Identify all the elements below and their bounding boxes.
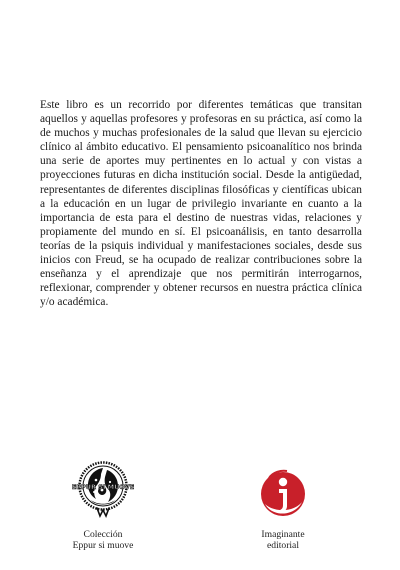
back-cover-text: Este libro es un recorrido por diferentes temáticas que transitan aquellos y aquellas profesores y profesoras en su práctica, así como la de muchos y muchas profesionales de la salud que llevan su ejercicio clínico al ámbito educativo. El pensamiento psicoanalítico nos brinda una serie de aportes muy pertinentes en lo actual y con vistas a proyecciones futuras en dicha institución social. Desde la antigüedad, representantes de diferentes disciplinas filosóficas y científicas ubican a la educación en un lugar de privilegio invariante en cuanto a la importancia de esta para el destino de nuestras vidas, relaciones y propiamente del mundo en sí. El psicoanálisis, en tanto desarrolla teorías de la psiquis individual y manifestaciones sociales, desde sus inicios con Freud, se ha ocupado de realizar contribuciones sobre la enseñanza y el aprendizaje que nos permitirán interrogarnos, reflexionar, comprender y obtener recursos en nuestra práctica clínica y/o académica. <box>40 99 362 309</box>
collection-caption-line2: Eppur si muove <box>72 540 134 551</box>
publisher-caption <box>243 529 323 551</box>
publisher-caption-line1: Imaginante <box>261 529 305 540</box>
collection-caption-line1: Colección <box>83 529 123 540</box>
eppur-si-muove-seal-icon <box>71 460 135 522</box>
publisher-caption-line2: editorial <box>267 540 299 551</box>
seal-emblem-text: EPPUR SI MUOVE <box>71 483 135 491</box>
collection-caption <box>63 529 143 551</box>
imaginante-i-logo-icon <box>259 466 307 520</box>
